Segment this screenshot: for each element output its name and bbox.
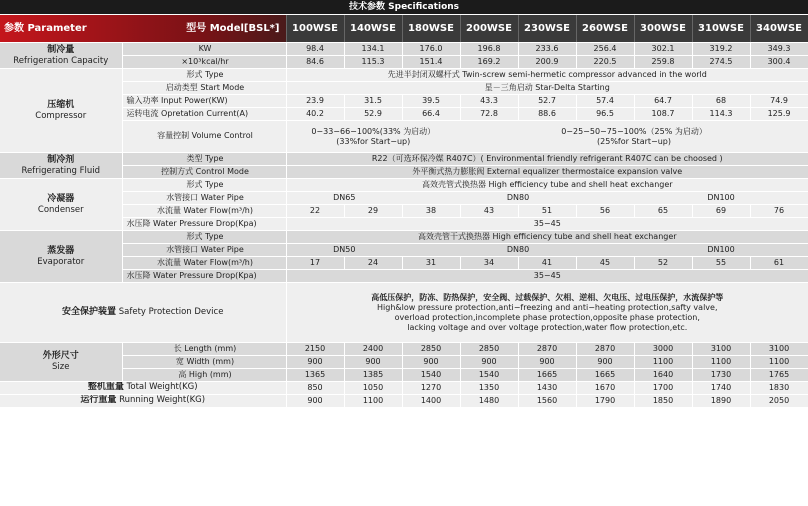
value-cell: 1400 <box>402 395 460 408</box>
volume-control-value-a <box>286 121 460 153</box>
value-cell: 65 <box>634 205 692 218</box>
model-header-cell: 140WSE <box>344 15 402 43</box>
row-label-type: 形式 Type <box>122 69 286 82</box>
value-cell: 88.6 <box>518 108 576 121</box>
model-header-cell: 180WSE <box>402 15 460 43</box>
model-header-cell: 300WSE <box>634 15 692 43</box>
value-cell: 34 <box>460 257 518 270</box>
table-title: 技术参数 Specifications <box>0 0 808 15</box>
model-header-cell: 200WSE <box>460 15 518 43</box>
row-label-water-flow: 水流量 Water Flow(m³/h) <box>122 257 286 270</box>
value-cell: 1100 <box>692 356 750 369</box>
total-weight-cn: 整机重量 <box>87 382 124 393</box>
volume-control-value-b <box>460 121 808 153</box>
category-cn: 蒸发器 <box>47 245 75 256</box>
value-cell: 56 <box>576 205 634 218</box>
value-cell: 41 <box>518 257 576 270</box>
value-cell: 23.9 <box>286 95 344 108</box>
total-weight-en: Total Weight(KG) <box>126 382 198 393</box>
control-mode-value: 外平衡式热力膨胀阀 External equalizer thermostaice expansion valve <box>286 166 808 179</box>
value-cell: 43 <box>460 205 518 218</box>
value-cell: 1730 <box>692 369 750 382</box>
category-cn: 压缩机 <box>47 99 75 110</box>
row-label-length: 长 Length (mm) <box>122 343 286 356</box>
running-weight-en: Running Weight(KG) <box>119 395 206 406</box>
model-header: 型号 Model[BSL*] <box>186 22 280 34</box>
category-cn: 制冷剂 <box>47 154 75 165</box>
volume-control-line: 0−33−66−100%(33% 为启动） <box>311 126 436 136</box>
value-cell: 45 <box>576 257 634 270</box>
category-en: Refrigerating Fluid <box>21 165 100 176</box>
value-cell: 114.3 <box>692 108 750 121</box>
water-pipe-value: DN100 <box>634 192 808 205</box>
value-cell: 1765 <box>750 369 808 382</box>
row-label-water-pipe: 水管接口 Water Pipe <box>122 192 286 205</box>
value-cell: 2850 <box>402 343 460 356</box>
value-cell: 900 <box>460 356 518 369</box>
pressure-drop-value: 35−45 <box>286 218 808 231</box>
row-label-width: 宽 Width (mm) <box>122 356 286 369</box>
row-label-control-mode: 控制方式 Control Mode <box>122 166 286 179</box>
category-cn: 外形尺寸 <box>42 351 79 362</box>
value-cell: 1050 <box>344 382 402 395</box>
running-weight-label <box>0 395 286 408</box>
row-label-kw: KW <box>122 43 286 56</box>
value-cell: 43.3 <box>460 95 518 108</box>
value-cell: 1350 <box>460 382 518 395</box>
value-cell: 2850 <box>460 343 518 356</box>
safety-label-cn: 安全保护装置 <box>62 306 117 317</box>
value-cell: 274.5 <box>692 56 750 69</box>
value-cell: 22 <box>286 205 344 218</box>
value-cell: 66.4 <box>402 108 460 121</box>
value-cell: 1430 <box>518 382 576 395</box>
row-label-type: 形式 Type <box>122 231 286 244</box>
condenser-type-value: 高效壳管式换热器 High efficiency tube and shell heat exchanger <box>286 179 808 192</box>
value-cell: 1100 <box>634 356 692 369</box>
row-label-kcal: ×10³kcal/hr <box>122 56 286 69</box>
value-cell: 259.8 <box>634 56 692 69</box>
refrigerating-fluid-label <box>0 153 122 179</box>
value-cell: 2400 <box>344 343 402 356</box>
value-cell: 51 <box>518 205 576 218</box>
value-cell: 1100 <box>750 356 808 369</box>
value-cell: 256.4 <box>576 43 634 56</box>
volume-control-line: (33%for Start−up) <box>336 136 411 146</box>
row-label-water-pipe: 水管接口 Water Pipe <box>122 244 286 257</box>
safety-line: High&low pressure protection,anti−freezing and anti−heating protection,safty valve, <box>377 302 718 312</box>
value-cell: 84.6 <box>286 56 344 69</box>
value-cell: 1540 <box>460 369 518 382</box>
value-cell: 68 <box>692 95 750 108</box>
value-cell: 300.4 <box>750 56 808 69</box>
water-pipe-value: DN80 <box>402 192 634 205</box>
value-cell: 2870 <box>518 343 576 356</box>
category-en: Evaporator <box>37 256 85 267</box>
value-cell: 3100 <box>750 343 808 356</box>
value-cell: 24 <box>344 257 402 270</box>
category-cn: 冷凝器 <box>47 193 75 204</box>
safety-protection-value <box>286 283 808 343</box>
value-cell: 900 <box>286 356 344 369</box>
value-cell: 38 <box>402 205 460 218</box>
value-cell: 17 <box>286 257 344 270</box>
row-label-type: 类型 Type <box>122 153 286 166</box>
water-pipe-value: DN50 <box>286 244 402 257</box>
evaporator-label <box>0 231 122 283</box>
row-label-volume-control: 容量控制 Volume Control <box>122 121 286 153</box>
value-cell: 1830 <box>750 382 808 395</box>
pressure-drop-value: 35−45 <box>286 270 808 283</box>
value-cell: 72.8 <box>460 108 518 121</box>
value-cell: 52.7 <box>518 95 576 108</box>
start-mode-value: 星－三角启动 Star-Delta Starting <box>286 82 808 95</box>
size-label <box>0 343 122 382</box>
category-en: Size <box>52 362 70 373</box>
total-weight-label <box>0 382 286 395</box>
value-cell: 1640 <box>634 369 692 382</box>
volume-control-line: (25%for Start−up) <box>597 136 671 146</box>
value-cell: 850 <box>286 382 344 395</box>
value-cell: 98.4 <box>286 43 344 56</box>
parameter-header: 参数 Parameter <box>4 22 87 34</box>
row-label-water-flow: 水流量 Water Flow(m³/h) <box>122 205 286 218</box>
water-pipe-value: DN65 <box>286 192 402 205</box>
value-cell: 196.8 <box>460 43 518 56</box>
value-cell: 2870 <box>576 343 634 356</box>
evaporator-type-value: 高效壳管干式换热器 High efficiency tube and shell heat exchanger <box>286 231 808 244</box>
value-cell: 64.7 <box>634 95 692 108</box>
value-cell: 900 <box>576 356 634 369</box>
value-cell: 76 <box>750 205 808 218</box>
value-cell: 1890 <box>692 395 750 408</box>
value-cell: 1480 <box>460 395 518 408</box>
model-header-cell: 310WSE <box>692 15 750 43</box>
value-cell: 134.1 <box>344 43 402 56</box>
value-cell: 1665 <box>518 369 576 382</box>
value-cell: 1540 <box>402 369 460 382</box>
value-cell: 40.2 <box>286 108 344 121</box>
row-label-start-mode: 启动类型 Start Mode <box>122 82 286 95</box>
row-label-type: 形式 Type <box>122 179 286 192</box>
category-cn: 制冷量 <box>47 44 75 55</box>
value-cell: 900 <box>518 356 576 369</box>
value-cell: 900 <box>402 356 460 369</box>
parameter-model-header <box>0 15 286 43</box>
compressor-label <box>0 69 122 153</box>
safety-label-en: Safety Protection Device <box>118 306 224 317</box>
model-header-cell: 340WSE <box>750 15 808 43</box>
value-cell: 1850 <box>634 395 692 408</box>
value-cell: 52 <box>634 257 692 270</box>
value-cell: 900 <box>286 395 344 408</box>
value-cell: 1740 <box>692 382 750 395</box>
water-pipe-value: DN80 <box>402 244 634 257</box>
category-en: Refrigeration Capacity <box>13 55 109 66</box>
refrigeration-capacity-label <box>0 43 122 69</box>
value-cell: 3100 <box>692 343 750 356</box>
row-label-high: 高 High (mm) <box>122 369 286 382</box>
value-cell: 108.7 <box>634 108 692 121</box>
value-cell: 55 <box>692 257 750 270</box>
running-weight-cn: 运行重量 <box>80 395 117 406</box>
category-en: Condenser <box>37 204 84 215</box>
value-cell: 1560 <box>518 395 576 408</box>
value-cell: 3000 <box>634 343 692 356</box>
safety-line: 高低压保护，防冻、防热保护，安全阀、过载保护、欠相、逆相、欠电压、过电压保护，水流保护等 <box>371 292 724 302</box>
value-cell: 1385 <box>344 369 402 382</box>
value-cell: 69 <box>692 205 750 218</box>
value-cell: 200.9 <box>518 56 576 69</box>
value-cell: 31.5 <box>344 95 402 108</box>
value-cell: 1100 <box>344 395 402 408</box>
value-cell: 52.9 <box>344 108 402 121</box>
value-cell: 125.9 <box>750 108 808 121</box>
safety-line: overload protection,incomplete phase protection,opposite phase protection, <box>394 312 700 322</box>
value-cell: 29 <box>344 205 402 218</box>
value-cell: 39.5 <box>402 95 460 108</box>
water-pipe-value: DN100 <box>634 244 808 257</box>
row-label-pressure-drop: 水压降 Water Pressure Drop(Kpa) <box>122 218 286 231</box>
value-cell: 176.0 <box>402 43 460 56</box>
model-header-cell: 260WSE <box>576 15 634 43</box>
row-label-input-power: 输入功率 Input Power(KW) <box>122 95 286 108</box>
category-en: Compressor <box>35 110 87 121</box>
value-cell: 900 <box>344 356 402 369</box>
value-cell: 61 <box>750 257 808 270</box>
value-cell: 31 <box>402 257 460 270</box>
value-cell: 302.1 <box>634 43 692 56</box>
value-cell: 57.4 <box>576 95 634 108</box>
value-cell: 233.6 <box>518 43 576 56</box>
value-cell: 96.5 <box>576 108 634 121</box>
row-label-operation-current: 运转电流 Opretation Current(A) <box>122 108 286 121</box>
value-cell: 115.3 <box>344 56 402 69</box>
value-cell: 220.5 <box>576 56 634 69</box>
compressor-type-value: 先进半封闭双螺杆式 Twin-screw semi-hermetic compressor advanced in the world <box>286 69 808 82</box>
model-header-cell: 100WSE <box>286 15 344 43</box>
condenser-label <box>0 179 122 231</box>
row-label-pressure-drop: 水压降 Water Pressure Drop(Kpa) <box>122 270 286 283</box>
volume-control-line: 0−25−50−75−100%（25% 为启动） <box>561 126 707 136</box>
value-cell: 1670 <box>576 382 634 395</box>
model-header-cell: 230WSE <box>518 15 576 43</box>
safety-protection-label <box>0 283 286 343</box>
value-cell: 319.2 <box>692 43 750 56</box>
refrigerant-type-value: R22（可选环保冷媒 R407C）( Environmental friendly refrigerant R407C can be choosed ) <box>286 153 808 166</box>
value-cell: 1270 <box>402 382 460 395</box>
safety-line: lacking voltage and over voltage protection,water flow protection,etc. <box>407 322 688 332</box>
value-cell: 169.2 <box>460 56 518 69</box>
value-cell: 2150 <box>286 343 344 356</box>
value-cell: 2050 <box>750 395 808 408</box>
value-cell: 1665 <box>576 369 634 382</box>
value-cell: 1790 <box>576 395 634 408</box>
value-cell: 1700 <box>634 382 692 395</box>
value-cell: 1365 <box>286 369 344 382</box>
value-cell: 151.4 <box>402 56 460 69</box>
value-cell: 74.9 <box>750 95 808 108</box>
value-cell: 349.3 <box>750 43 808 56</box>
